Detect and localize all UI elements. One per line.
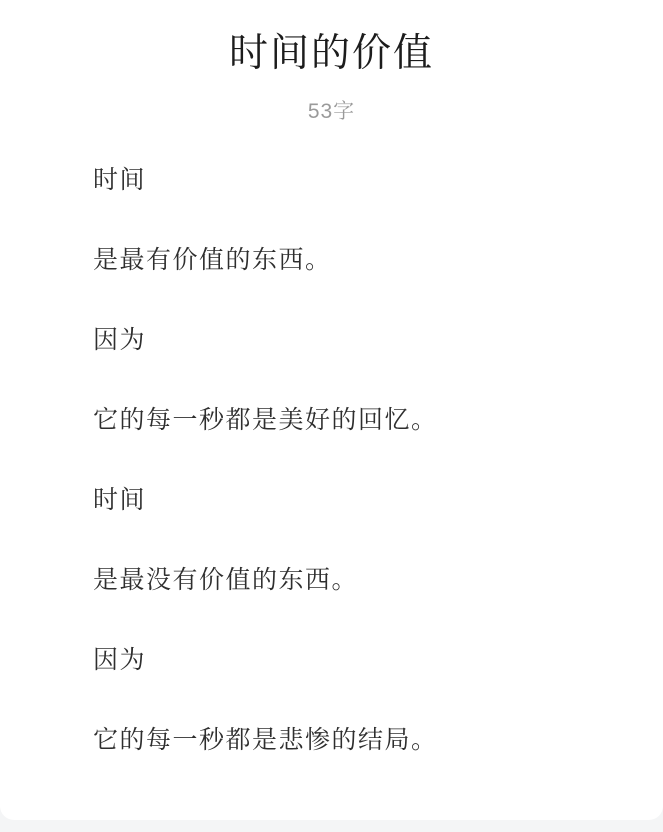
text-line: 是最有价值的东西。 [93, 246, 332, 274]
word-count: 53字 [307, 100, 356, 123]
text-line: 它的每一秒都是悲惨的结局。 [93, 726, 438, 754]
text-line: 时间 [93, 486, 147, 514]
note-title: 时间的价值 [228, 32, 434, 75]
text-line: 因为 [93, 326, 147, 354]
note-body[interactable] [0, 167, 663, 754]
text-line: 时间 [93, 166, 147, 194]
text-line: 是最没有价值的东西。 [93, 566, 359, 594]
text-line: 因为 [93, 646, 147, 674]
text-line: 它的每一秒都是美好的回忆。 [93, 406, 438, 434]
